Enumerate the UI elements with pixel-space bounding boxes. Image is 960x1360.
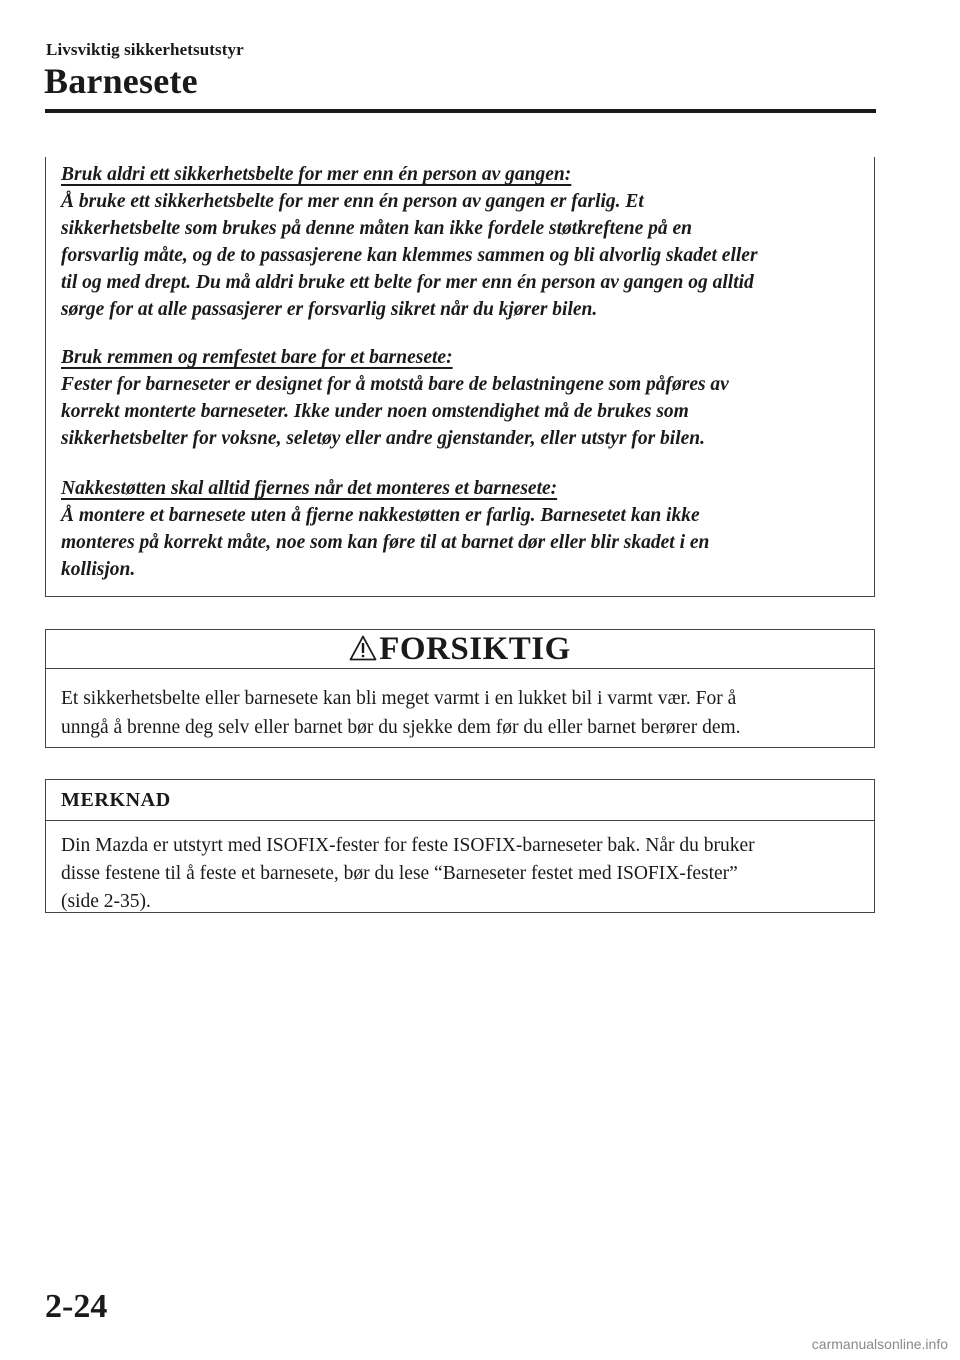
warning-box [45,157,875,597]
note-text [61,832,866,916]
warning-heading: Bruk aldri ett sikkerhetsbelte for mer enn én person av gangen: [61,164,572,185]
caution-line: Et sikkerhetsbelte eller barnesete kan bli meget varmt i en lukket bil i varmt vær. For å [61,688,737,709]
warning-item-seatbelt [61,161,861,323]
caution-box [45,629,875,748]
note-line: (side 2-35). [61,891,151,912]
warning-heading: Bruk remmen og remfestet bare for et barnesete: [61,347,453,368]
warning-line: forsvarlig måte, og de to passasjerene kan klemmes sammen og bli alvorlig skadet eller [61,245,758,266]
warning-line: sørge for at alle passasjerer er forsvarlig sikret når du kjører bilen. [61,299,598,320]
warning-line: Å montere et barnesete uten å fjerne nakkestøtten er farlig. Barnesetet kan ikke [61,505,700,526]
warning-heading: Nakkestøtten skal alltid fjernes når det monteres et barnesete: [61,478,558,499]
warning-line: sikkerhetsbelte som brukes på denne måten kan ikke fordele støtkreftene på en [61,218,693,239]
note-line: disse festene til å feste et barnesete, bør du lese “Barneseter festet med ISOFIX-fester” [61,863,738,884]
note-title: MERKNAD [61,788,171,811]
note-box [45,779,875,913]
section-label: Livsviktig sikkerhetsutstyr [46,40,244,59]
title-rule [45,109,876,113]
caution-title: FORSIKTIG [379,630,571,667]
note-line: Din Mazda er utstyrt med ISOFIX-fester for feste ISOFIX-barneseter bak. Når du bruker [61,835,755,856]
warning-triangle-icon [349,635,377,661]
caution-line: unngå å brenne deg selv eller barnet bør du sjekke dem før du eller barnet berører dem. [61,717,741,738]
warning-item-tether [61,344,861,452]
watermark: carmanualsonline.info [811,1336,948,1352]
warning-line: monteres på korrekt måte, noe som kan føre til at barnet dør eller blir skadet i en [61,532,710,553]
warning-item-headrest [61,475,861,583]
warning-line: Fester for barneseter er designet for å motstå bare de belastningene som påføres av [61,374,729,395]
warning-line: til og med drept. Du må aldri bruke ett belte for mer enn én person av gangen og alltid [61,272,754,293]
page-title: Barnesete [44,61,198,101]
caution-text [61,684,861,742]
caution-header [46,630,874,669]
warning-line: korrekt monterte barneseter. Ikke under noen omstendighet må de brukes som [61,401,689,422]
note-header [46,780,874,821]
page-number: 2-24 [45,1288,108,1325]
warning-line: Å bruke ett sikkerhetsbelte for mer enn én person av gangen er farlig. Et [61,191,644,212]
warning-line: sikkerhetsbelter for voksne, seletøy eller andre gjenstander, eller utstyr for bilen. [61,428,706,449]
warning-line: kollisjon. [61,559,136,580]
